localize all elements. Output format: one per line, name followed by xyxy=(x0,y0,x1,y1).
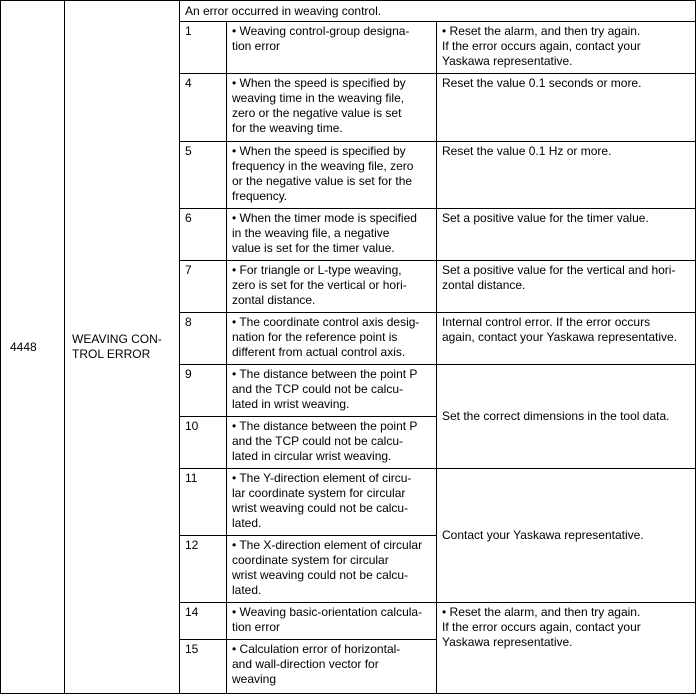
cause-text: • For triangle or L-type weaving, zero is set for the vertical or hori- zontal distance. xyxy=(227,261,437,313)
cause-text: • Calculation error of horizontal- and wall-direction vector for weaving xyxy=(227,640,437,694)
alarm-summary: An error occurred in weaving control. xyxy=(180,1,696,22)
sub-code: 5 xyxy=(180,142,227,209)
cause-text: • When the speed is specified by frequency in the weaving file, zero or the negative value is set for the frequency. xyxy=(227,142,437,209)
sub-code: 14 xyxy=(180,603,227,640)
remedy-text: Set a positive value for the vertical and hori- zontal distance. xyxy=(437,261,696,313)
alarm-code: 4448 xyxy=(1,1,65,694)
cause-text: • Weaving basic-orientation calcula- tion error xyxy=(227,603,437,640)
remedy-text: Set a positive value for the timer value. xyxy=(437,209,696,261)
remedy-text: Contact your Yaskawa representative. xyxy=(437,469,696,603)
remedy-text: • Reset the alarm, and then try again. If the error occurs again, contact your Yaskawa representative. xyxy=(437,22,696,74)
remedy-text: • Reset the alarm, and then try again. If the error occurs again, contact your Yaskawa representative. xyxy=(437,603,696,694)
sub-code: 11 xyxy=(180,469,227,536)
sub-code: 8 xyxy=(180,313,227,365)
sub-code: 7 xyxy=(180,261,227,313)
cause-text: • When the speed is specified by weaving time in the weaving file, zero or the negative value is set for the weaving time. xyxy=(227,74,437,142)
sub-code: 12 xyxy=(180,536,227,603)
alarm-name: WEAVING CON- TROL ERROR xyxy=(65,1,180,694)
cause-text: • The X-direction element of circular coordinate system for circular wrist weaving could not be calcu- lated. xyxy=(227,536,437,603)
sub-code: 15 xyxy=(180,640,227,694)
table-row xyxy=(1,1,696,22)
cause-text: • Weaving control-group designa- tion error xyxy=(227,22,437,74)
cause-text: • The Y-direction element of circu- lar coordinate system for circular wrist weaving could not be calcu- lated. xyxy=(227,469,437,536)
sub-code: 4 xyxy=(180,74,227,142)
sub-code: 9 xyxy=(180,365,227,417)
remedy-text: Internal control error. If the error occurs again, contact your Yaskawa representative. xyxy=(437,313,696,365)
sub-code: 10 xyxy=(180,417,227,469)
sub-code: 1 xyxy=(180,22,227,74)
remedy-text: Set the correct dimensions in the tool data. xyxy=(437,365,696,469)
cause-text: • The coordinate control axis desig- nation for the reference point is different from actual control axis. xyxy=(227,313,437,365)
cause-text: • The distance between the point P and the TCP could not be calcu- lated in wrist weaving. xyxy=(227,365,437,417)
cause-text: • When the timer mode is specified in the weaving file, a negative value is set for the timer value. xyxy=(227,209,437,261)
cause-text: • The distance between the point P and the TCP could not be calcu- lated in circular wrist weaving. xyxy=(227,417,437,469)
remedy-text: Reset the value 0.1 seconds or more. xyxy=(437,74,696,142)
remedy-text: Reset the value 0.1 Hz or more. xyxy=(437,142,696,209)
sub-code: 6 xyxy=(180,209,227,261)
